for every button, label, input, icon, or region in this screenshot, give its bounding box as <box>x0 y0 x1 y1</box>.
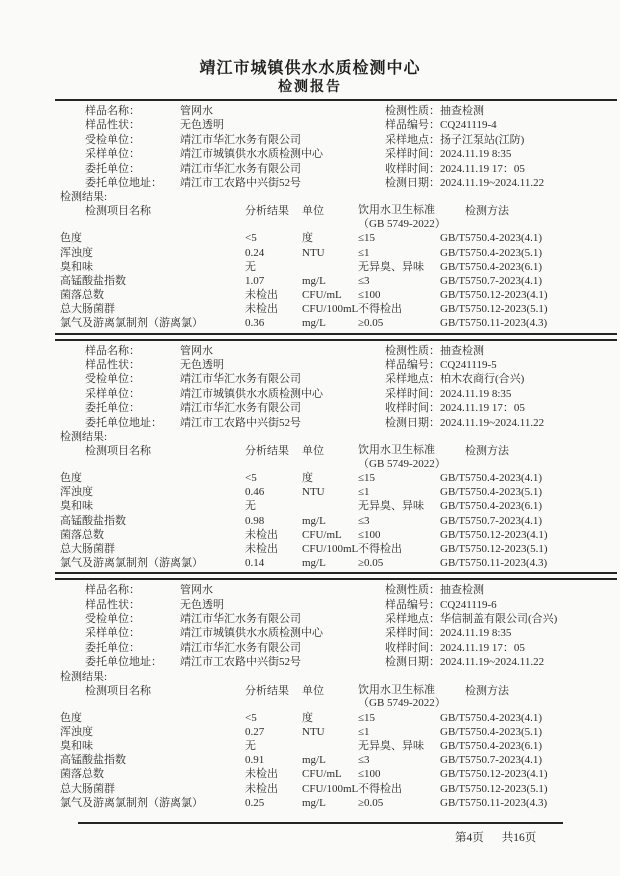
unit-cell: mg/L <box>302 274 326 287</box>
item-cell: 总大肠菌群 <box>60 303 115 316</box>
unit-cell: mg/L <box>302 796 326 809</box>
table-row <box>60 528 620 542</box>
result-cell: 无 <box>245 260 256 273</box>
col-header-standard: 饮用水卫生标准 （GB 5749-2022） <box>358 683 446 710</box>
method-cell: GB/T5750.4-2023(6.1) <box>440 500 543 513</box>
info-value: 2024.11.19 17：05 <box>440 402 525 415</box>
method-cell: GB/T5750.4-2023(6.1) <box>440 740 543 753</box>
table-row <box>60 471 620 485</box>
method-cell: GB/T5750.12-2023(5.1) <box>440 782 548 795</box>
info-value: 靖江市城镇供水水质检测中心 <box>180 387 323 400</box>
item-cell: 总大肠菌群 <box>60 782 115 795</box>
info-label: 样品编号： <box>385 119 440 132</box>
info-label: 委托单位： <box>85 162 140 175</box>
item-cell: 臭和味 <box>60 260 93 273</box>
info-value: 华信制盖有限公司(合兴) <box>440 613 558 626</box>
info-label: 采样时间： <box>385 148 440 161</box>
standard-cell: ≤15 <box>358 711 376 724</box>
method-cell: GB/T5750.11-2023(4.3) <box>440 317 548 330</box>
results-table <box>60 444 620 570</box>
info-label: 受检单位： <box>85 133 140 146</box>
col-header-method: 检测方法 <box>465 205 509 218</box>
info-value: 2024.11.19 8:35 <box>440 387 512 400</box>
info-label: 采样单位： <box>85 387 140 400</box>
info-label: 样品名称： <box>85 344 140 357</box>
method-cell: GB/T5750.11-2023(4.3) <box>440 557 548 570</box>
info-label: 采样地点： <box>385 613 440 626</box>
col-header-method: 检测方法 <box>465 684 509 697</box>
info-label: 样品性状： <box>85 119 140 132</box>
item-cell: 菌落总数 <box>60 768 104 781</box>
item-cell: 浑浊度 <box>60 725 93 738</box>
method-cell: GB/T5750.11-2023(4.3) <box>440 796 548 809</box>
info-value: 管网水 <box>180 344 213 357</box>
unit-cell: mg/L <box>302 754 326 767</box>
standard-cell: ≤1 <box>358 486 370 499</box>
sample-info <box>85 104 620 190</box>
info-label: 检测性质： <box>385 584 440 597</box>
info-label: 样品性状： <box>85 598 140 611</box>
standard-cell: ≤3 <box>358 514 370 527</box>
standard-cell: ≤1 <box>358 246 370 259</box>
unit-cell: mg/L <box>302 317 326 330</box>
method-cell: GB/T5750.4-2023(5.1) <box>440 246 543 259</box>
unit-cell <box>302 739 358 753</box>
unit-cell <box>302 260 358 274</box>
result-cell: 0.24 <box>245 246 265 259</box>
item-cell: 浑浊度 <box>60 486 93 499</box>
page-number: 第4页 <box>455 831 484 844</box>
item-cell: 臭和味 <box>60 740 93 753</box>
info-value: 靖江市华汇水务有限公司 <box>180 373 301 386</box>
col-header-unit: 单位 <box>302 684 324 697</box>
standard-cell: 无异臭、异味 <box>358 500 424 513</box>
standard-cell: 不得检出 <box>358 542 402 555</box>
result-cell: 未检出 <box>245 303 278 316</box>
title-divider <box>55 99 617 101</box>
result-cell: 0.91 <box>245 754 265 767</box>
results-table <box>60 684 620 810</box>
table-row <box>60 231 620 245</box>
unit-cell: CFU/mL <box>302 768 342 781</box>
method-cell: GB/T5750.4-2023(6.1) <box>440 260 543 273</box>
info-label: 采样地点： <box>385 373 440 386</box>
unit-cell: CFU/100mL <box>302 542 359 555</box>
info-value: 靖江市工农路中兴街52号 <box>180 656 301 669</box>
method-cell: GB/T5750.7-2023(4.1) <box>440 754 543 767</box>
col-header-result: 分析结果 <box>245 445 289 457</box>
info-label: 委托单位地址： <box>85 176 162 189</box>
sample-info <box>85 583 620 669</box>
info-value: 靖江市华汇水务有限公司 <box>180 133 301 146</box>
info-label: 样品编号： <box>385 598 440 611</box>
table-row <box>60 725 620 739</box>
standard-cell: ≤15 <box>358 232 376 245</box>
standard-cell: ≥0.05 <box>358 796 384 809</box>
info-label: 采样单位： <box>85 627 140 640</box>
info-label: 委托单位地址： <box>85 416 162 429</box>
info-value: 管网水 <box>180 584 213 597</box>
sample-section-1 <box>0 104 620 331</box>
col-header-method: 检测方法 <box>465 445 509 457</box>
table-row <box>60 782 620 796</box>
col-header-item: 检测项目名称 <box>85 684 151 697</box>
standard-cell: 无异臭、异味 <box>358 260 424 273</box>
divider-line <box>55 578 617 580</box>
item-cell: 色度 <box>60 711 82 724</box>
standard-cell: ≤15 <box>358 472 376 484</box>
info-value: CQ241119-4 <box>440 119 497 132</box>
table-row <box>60 796 620 810</box>
table-row <box>60 288 620 302</box>
item-cell: 菌落总数 <box>60 289 104 302</box>
result-cell: 未检出 <box>245 782 278 795</box>
unit-cell: NTU <box>302 246 325 259</box>
divider-line <box>55 339 617 341</box>
divider-line <box>55 572 617 574</box>
results-table-header <box>60 684 620 711</box>
info-value: 无色透明 <box>180 359 224 372</box>
results-table <box>60 204 620 330</box>
info-value: 抽查检测 <box>440 105 484 117</box>
method-cell: GB/T5750.4-2023(5.1) <box>440 725 543 738</box>
sample-info <box>85 344 620 430</box>
table-row <box>60 711 620 725</box>
unit-cell: CFU/mL <box>302 289 342 302</box>
result-cell: 未检出 <box>245 768 278 781</box>
info-label: 采样地点： <box>385 133 440 146</box>
item-cell: 高锰酸盐指数 <box>60 514 126 527</box>
page-title: 靖江市城镇供水水质检测中心 <box>199 60 421 77</box>
standard-cell: ≤100 <box>358 528 381 541</box>
method-cell: GB/T5750.4-2023(4.1) <box>440 232 543 245</box>
section-divider <box>0 572 620 580</box>
table-row <box>60 260 620 274</box>
results-section-label: 检测结果: <box>60 431 108 443</box>
table-row <box>60 767 620 781</box>
standard-cell: ≥0.05 <box>358 317 384 330</box>
info-value: 靖江市城镇供水水质检测中心 <box>180 627 323 640</box>
info-label: 样品名称： <box>85 584 140 597</box>
col-header-result: 分析结果 <box>245 684 289 697</box>
results-section-label: 检测结果: <box>60 191 108 204</box>
info-value: 柏木农商行(合兴) <box>440 373 525 386</box>
info-label: 受检单位： <box>85 613 140 626</box>
result-cell: 未检出 <box>245 289 278 302</box>
info-label: 收样时间： <box>385 402 440 415</box>
table-row <box>60 556 620 570</box>
col-header-unit: 单位 <box>302 445 324 457</box>
result-cell: <5 <box>245 472 257 484</box>
standard-cell: 无异臭、异味 <box>358 740 424 753</box>
unit-cell: 度 <box>302 232 313 245</box>
result-cell: 0.14 <box>245 557 265 570</box>
unit-cell: CFU/mL <box>302 528 342 541</box>
info-value: 2024.11.19~2024.11.22 <box>440 416 545 429</box>
info-value: 2024.11.19 17：05 <box>440 641 525 654</box>
result-cell: 未检出 <box>245 542 278 555</box>
item-cell: 氯气及游离氯制剂（游离氯） <box>60 557 203 570</box>
result-cell: 0.36 <box>245 317 265 330</box>
info-value: 2024.11.19 8:35 <box>440 148 512 161</box>
unit-cell: NTU <box>302 725 325 738</box>
method-cell: GB/T5750.12-2023(5.1) <box>440 542 548 555</box>
result-cell: 0.27 <box>245 725 265 738</box>
item-cell: 色度 <box>60 232 82 245</box>
info-label: 检测性质： <box>385 344 440 357</box>
method-cell: GB/T5750.7-2023(4.1) <box>440 274 543 287</box>
result-cell: <5 <box>245 711 257 724</box>
results-section-label: 检测结果: <box>60 670 108 683</box>
result-cell: 0.25 <box>245 796 265 809</box>
report-subtitle: 检测报告 <box>278 80 342 95</box>
standard-cell: 不得检出 <box>358 303 402 316</box>
col-header-result: 分析结果 <box>245 205 289 218</box>
method-cell: GB/T5750.4-2023(4.1) <box>440 711 543 724</box>
method-cell: GB/T5750.12-2023(4.1) <box>440 528 548 541</box>
item-cell: 总大肠菌群 <box>60 542 115 555</box>
info-value: 靖江市工农路中兴街52号 <box>180 416 301 429</box>
info-value: 靖江市华汇水务有限公司 <box>180 613 301 626</box>
col-header-item: 检测项目名称 <box>85 205 151 218</box>
info-label: 样品名称： <box>85 105 140 117</box>
item-cell: 氯气及游离氯制剂（游离氯） <box>60 796 203 809</box>
info-label: 检测日期： <box>385 656 440 669</box>
info-label: 检测日期： <box>385 176 440 189</box>
col-header-item: 检测项目名称 <box>85 445 151 457</box>
standard-cell: 不得检出 <box>358 782 402 795</box>
info-value: CQ241119-5 <box>440 359 497 372</box>
page-footer <box>455 829 620 845</box>
result-cell: 未检出 <box>245 528 278 541</box>
footer-divider <box>78 822 563 824</box>
table-row <box>60 302 620 316</box>
info-label: 采样时间： <box>385 627 440 640</box>
unit-cell: mg/L <box>302 557 326 570</box>
item-cell: 菌落总数 <box>60 528 104 541</box>
info-value: 管网水 <box>180 105 213 117</box>
table-row <box>60 274 620 288</box>
table-row <box>60 739 620 753</box>
standard-cell: ≤100 <box>358 768 381 781</box>
item-cell: 浑浊度 <box>60 246 93 259</box>
result-cell: 0.98 <box>245 514 265 527</box>
item-cell: 色度 <box>60 472 82 484</box>
result-cell: <5 <box>245 232 257 245</box>
info-label: 样品性状： <box>85 359 140 372</box>
col-header-standard: 饮用水卫生标准 （GB 5749-2022） <box>358 204 446 230</box>
sample-section-3 <box>0 583 620 810</box>
info-value: 无色透明 <box>180 598 224 611</box>
method-cell: GB/T5750.7-2023(4.1) <box>440 514 543 527</box>
info-value: 靖江市城镇供水水质检测中心 <box>180 148 323 161</box>
method-cell: GB/T5750.12-2023(4.1) <box>440 768 548 781</box>
info-label: 委托单位： <box>85 402 140 415</box>
method-cell: GB/T5750.12-2023(4.1) <box>440 289 548 302</box>
result-cell: 1.07 <box>245 274 265 287</box>
info-label: 委托单位： <box>85 641 140 654</box>
sample-section-2 <box>0 344 620 571</box>
info-value: 2024.11.19 17：05 <box>440 162 525 175</box>
unit-cell: 度 <box>302 711 313 724</box>
divider-line <box>55 333 617 335</box>
info-label: 采样单位： <box>85 148 140 161</box>
standard-cell: ≤3 <box>358 274 370 287</box>
info-label: 收样时间： <box>385 641 440 654</box>
table-row <box>60 246 620 260</box>
standard-cell: ≤100 <box>358 289 381 302</box>
unit-cell: 度 <box>302 472 313 484</box>
unit-cell: CFU/100mL <box>302 303 359 316</box>
info-value: 靖江市华汇水务有限公司 <box>180 641 301 654</box>
info-value: 靖江市华汇水务有限公司 <box>180 162 301 175</box>
col-header-standard: 饮用水卫生标准 （GB 5749-2022） <box>358 444 446 470</box>
standard-cell: ≤1 <box>358 725 370 738</box>
item-cell: 臭和味 <box>60 500 93 513</box>
result-cell: 0.46 <box>245 486 265 499</box>
result-cell: 无 <box>245 740 256 753</box>
table-row <box>60 542 620 556</box>
table-row <box>60 485 620 499</box>
info-value: CQ241119-6 <box>440 598 497 611</box>
info-label: 收样时间： <box>385 162 440 175</box>
standard-cell: ≤3 <box>358 754 370 767</box>
info-label: 受检单位： <box>85 373 140 386</box>
section-divider <box>0 333 620 341</box>
method-cell: GB/T5750.4-2023(5.1) <box>440 486 543 499</box>
info-value: 扬子江泵站(江防) <box>440 133 525 146</box>
item-cell: 高锰酸盐指数 <box>60 754 126 767</box>
info-label: 检测日期： <box>385 416 440 429</box>
results-table-header <box>60 444 620 471</box>
standard-cell: ≥0.05 <box>358 557 384 570</box>
info-value: 无色透明 <box>180 119 224 132</box>
info-value: 靖江市工农路中兴街52号 <box>180 176 301 189</box>
table-row <box>60 499 620 513</box>
info-value: 抽查检测 <box>440 344 484 357</box>
method-cell: GB/T5750.12-2023(5.1) <box>440 303 548 316</box>
info-value: 靖江市华汇水务有限公司 <box>180 402 301 415</box>
info-label: 委托单位地址： <box>85 656 162 669</box>
info-value: 抽查检测 <box>440 584 484 597</box>
unit-cell: mg/L <box>302 514 326 527</box>
info-value: 2024.11.19 8:35 <box>440 627 512 640</box>
results-table-header <box>60 204 620 231</box>
unit-cell: CFU/100mL <box>302 782 359 795</box>
unit-cell <box>302 499 358 513</box>
info-label: 样品编号： <box>385 359 440 372</box>
total-pages: 共16页 <box>501 831 537 844</box>
unit-cell: NTU <box>302 486 325 499</box>
item-cell: 氯气及游离氯制剂（游离氯） <box>60 317 203 330</box>
info-label: 采样时间： <box>385 387 440 400</box>
info-value: 2024.11.19~2024.11.22 <box>440 176 545 189</box>
table-row <box>60 753 620 767</box>
method-cell: GB/T5750.4-2023(4.1) <box>440 472 543 484</box>
table-row <box>60 316 620 330</box>
item-cell: 高锰酸盐指数 <box>60 274 126 287</box>
table-row <box>60 514 620 528</box>
result-cell: 无 <box>245 500 256 513</box>
col-header-unit: 单位 <box>302 205 324 218</box>
info-label: 检测性质： <box>385 105 440 117</box>
info-value: 2024.11.19~2024.11.22 <box>440 656 545 669</box>
